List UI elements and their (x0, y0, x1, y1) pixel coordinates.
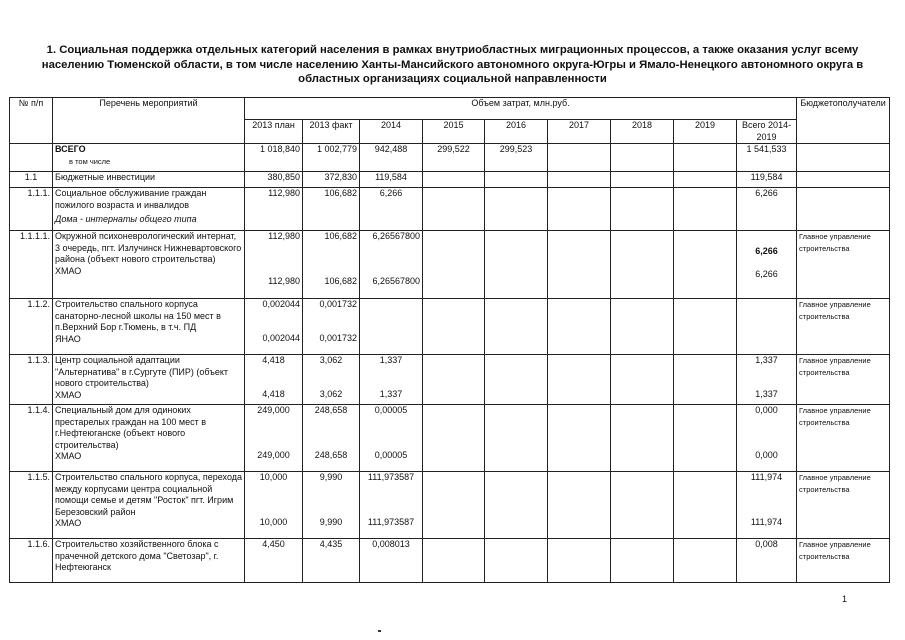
row-name: ВСЕГО (55, 144, 86, 154)
cell-total: 1 541,533 (737, 144, 797, 172)
row-num: 1.1.2. (10, 299, 53, 355)
header-2015: 2015 (423, 120, 485, 144)
cell-total: 119,584 (737, 172, 797, 188)
cell-2014: 6,266 (360, 188, 423, 231)
cell-2014: 0,00005 (374, 405, 408, 415)
header-2013-plan: 2013 план (245, 120, 303, 144)
page-number: 1 (842, 594, 848, 604)
row-region: ХМАО (55, 265, 82, 276)
cell-2013-fact: 372,830 (303, 172, 360, 188)
cell-2013-plan: 1 018,840 (245, 144, 303, 172)
cell-2014: 1,337 (379, 355, 403, 365)
row-name: Строительство спального корпуса санаторно-лесной школы на 150 мест в п.Верхний Бор г.Тюмень, в т.ч. ПД (55, 299, 221, 332)
table-row-1-1-2 (10, 299, 890, 355)
cell-beneficiary: Главное управление строительства (797, 355, 890, 405)
cell-2014-region: 6,26567800 (372, 275, 420, 286)
row-num: 1.1.1.1. (10, 231, 53, 299)
header-costs: Объем затрат, млн.руб. (245, 98, 797, 120)
cell-beneficiary: Главное управление строительства (797, 405, 890, 472)
row-region: ХМАО (55, 451, 82, 461)
cell-2013-plan-region: 4,418 (262, 388, 285, 399)
cell-total: 111,974 (750, 472, 783, 482)
table-row-1-1-1 (10, 188, 890, 231)
cell-2013-plan: 4,450 (245, 539, 303, 583)
cell-total: 0,000 (755, 405, 778, 415)
row-name: Строительство спального корпуса, перехода между корпусами центра социальной помощи семье и детям "Росток" пгт. Игрим Березовский район (55, 472, 243, 517)
cell-2014: 0,008013 (360, 539, 423, 583)
row-name: Окружной психоневрологический интернат, 3 очередь, пгт. Излучинск Нижневартовского района (объект нового строительства) (55, 231, 242, 264)
cell-2015: 299,522 (423, 144, 485, 172)
cell-2016: 299,523 (485, 144, 548, 172)
cell-2013-plan: 112,980 (268, 231, 300, 241)
header-2016: 2016 (485, 120, 548, 144)
cell-2014: 6,26567800 (372, 231, 420, 241)
cell-2013-plan: 4,418 (262, 355, 285, 365)
table-row-1-1 (10, 172, 890, 188)
cell-2013-plan-region: 0,002044 (262, 332, 300, 343)
table-row-1-1-1-1 (10, 231, 890, 299)
row-num: 1.1.4. (10, 405, 53, 472)
cell-total: 6,266 (755, 246, 778, 256)
cell-total: 0,008 (737, 539, 797, 583)
cell-2014: 111,973587 (367, 472, 415, 482)
cell-total-region: 6,266 (755, 268, 778, 279)
cell-2013-fact-region: 3,062 (319, 388, 343, 399)
cell-total-region: 111,974 (750, 516, 783, 527)
cell-2013-fact: 1 002,779 (303, 144, 360, 172)
row-num: 1.1.1. (10, 188, 53, 231)
title-line-2: населению Тюменской области, в том числе населению Ханты-Мансийского автономного округа-Югры и Ямало-Ненецкого автономного округа в (41, 58, 864, 71)
row-region: ХМАО (55, 389, 82, 400)
cell-2013-fact: 3,062 (319, 355, 343, 365)
cell-2013-fact: 9,990 (319, 472, 343, 482)
cell-2013-plan-region: 249,000 (257, 449, 290, 460)
cell-total: 6,266 (737, 188, 797, 231)
cell-2013-plan: 380,850 (245, 172, 303, 188)
cell-2013-plan: 0,002044 (262, 299, 300, 309)
row-name: Центр социальной адаптации "Альтернатива" в г.Сургуте (ПИР) (объект нового строительства) (55, 355, 229, 388)
row-num: 1.1 (10, 172, 53, 188)
cell-2014-region: 0,00005 (374, 449, 408, 460)
cell-2014: 942,488 (360, 144, 423, 172)
cell-2014: 119,584 (360, 172, 423, 188)
scan-speck (378, 630, 381, 632)
header-beneficiaries: Бюджетополучатели (797, 98, 890, 144)
cell-beneficiary: Главное управление строительства (797, 299, 890, 355)
title-line-1: 1. Социальная поддержка отдельных категорий населения в рамках внутриобластных миграционных процессов, а также оказания услуг всему (46, 44, 859, 56)
header-2019: 2019 (674, 120, 737, 144)
cell-2013-plan-region: 10,000 (259, 516, 288, 527)
row-name: Специальный дом для одиноких престарелых граждан на 100 мест в г.Нефтеюганске (объект нового строительства) (55, 405, 206, 450)
document-title (10, 43, 895, 87)
cell-2013-fact-region: 9,990 (319, 516, 343, 527)
cell-2014-region: 111,973587 (367, 516, 415, 527)
table-row-1-1-4 (10, 405, 890, 472)
row-name: Строительство хозяйственного блока с прачечной детского дома "Светозар", г. Нефтеюганск (53, 539, 245, 583)
cell-2013-fact-region: 0,001732 (319, 332, 357, 343)
table-row-1-1-3 (10, 355, 890, 405)
row-num: 1.1.3. (10, 355, 53, 405)
table-row-1-1-5 (10, 472, 890, 539)
row-subtitle: Дома - интернаты общего типа (55, 214, 197, 224)
cell-2013-fact: 106,682 (303, 188, 360, 231)
header-num: № п/п (10, 98, 53, 144)
row-num: 1.1.6. (10, 539, 53, 583)
budget-table (9, 97, 890, 583)
cell-total: 1,337 (755, 355, 778, 365)
header-2017: 2017 (548, 120, 611, 144)
row-name: Бюджетные инвестиции (53, 172, 245, 188)
header-2014: 2014 (360, 120, 423, 144)
row-num: 1.1.5. (10, 472, 53, 539)
cell-beneficiary: Главное управление строительства (797, 539, 890, 583)
header-total: Всего 2014-2019 (737, 120, 797, 144)
header-2013-fact: 2013 факт (303, 120, 360, 144)
table-row-total (10, 144, 890, 172)
cell-beneficiary: Главное управление строительства (797, 472, 890, 539)
cell-total-region: 0,000 (755, 449, 778, 460)
cell-2014-region: 1,337 (379, 388, 403, 399)
row-name: Социальное обслуживание граждан пожилого возраста и инвалидов (55, 188, 207, 210)
cell-2013-fact: 106,682 (324, 231, 357, 241)
title-line-3: областных организациях социальной направленности (298, 73, 607, 85)
header-2018: 2018 (611, 120, 674, 144)
cell-2013-plan-region: 112,980 (268, 275, 300, 286)
table-row-1-1-6 (10, 539, 890, 583)
cell-total-region: 1,337 (755, 388, 778, 399)
cell-2013-fact: 248,658 (314, 405, 348, 415)
row-region: ХМАО (55, 518, 82, 528)
cell-2013-fact: 4,435 (303, 539, 360, 583)
cell-beneficiary: Главное управление строительства (797, 231, 890, 299)
cell-2013-fact-region: 106,682 (324, 275, 357, 286)
header-events: Перечень мероприятий (53, 98, 245, 144)
cell-2013-fact-region: 248,658 (314, 449, 348, 460)
row-region: ЯНАО (55, 333, 81, 344)
row-note: в том числе (69, 156, 111, 166)
cell-2013-plan: 10,000 (259, 472, 288, 482)
cell-2013-fact: 0,001732 (319, 299, 357, 309)
cell-2013-plan: 249,000 (257, 405, 290, 415)
cell-2013-plan: 112,980 (245, 188, 303, 231)
